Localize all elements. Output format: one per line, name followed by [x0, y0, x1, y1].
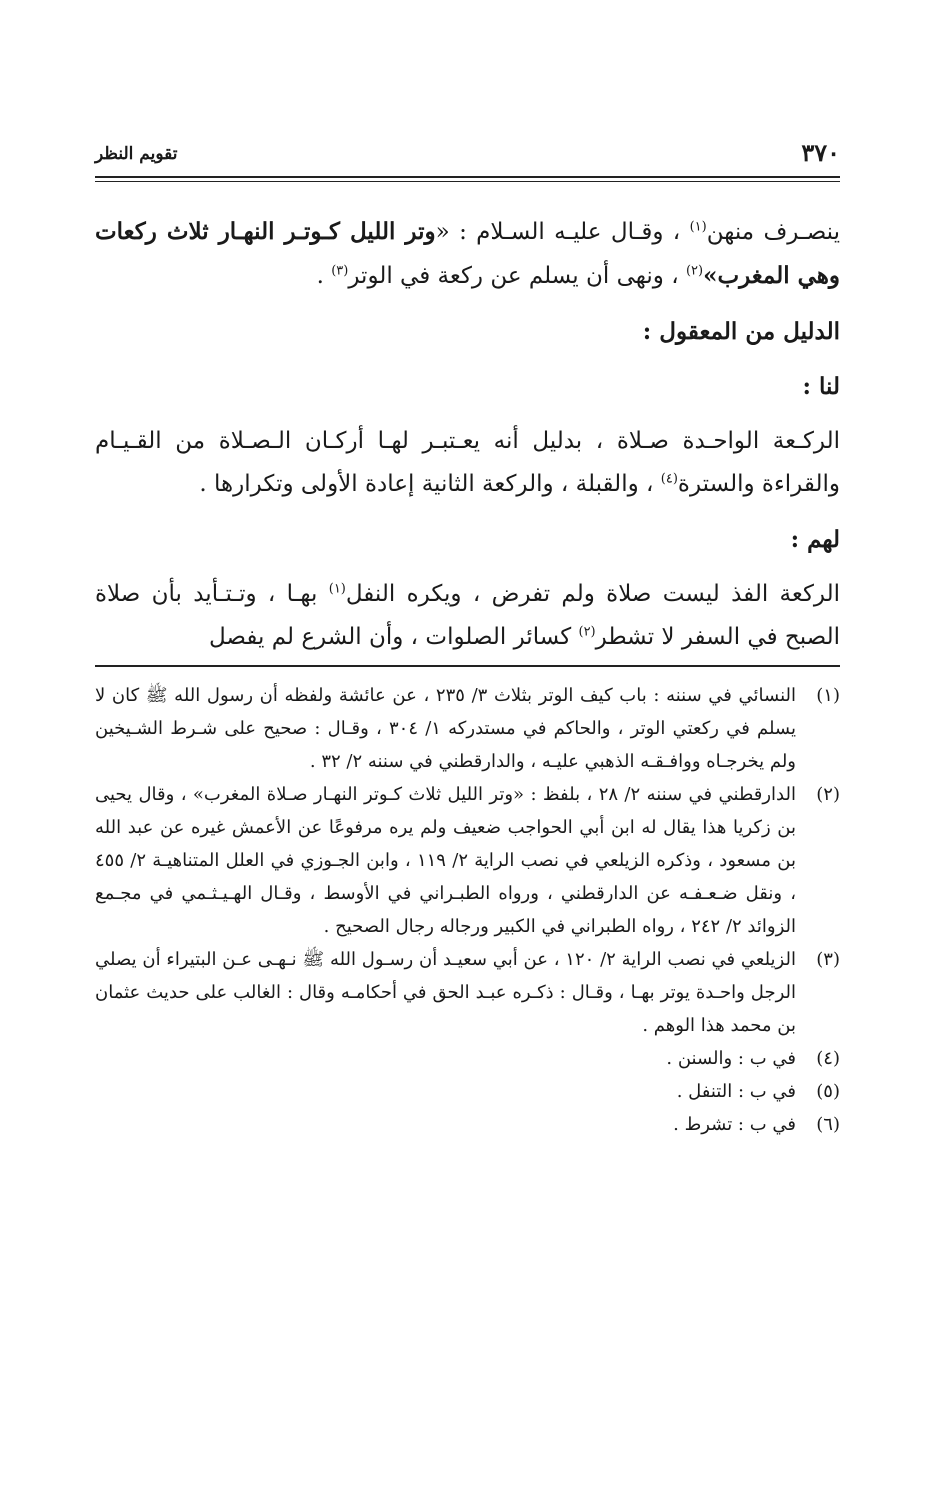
section-heading-rational-evidence: الدليل من المعقول : [642, 318, 840, 345]
footnote-item [95, 778, 840, 943]
footnote-item [95, 943, 840, 1042]
footnote-number: (٢) [816, 784, 840, 805]
paragraph-2: الركـعة الواحـدة صـلاة ، بدليل أنه يعـتبـر لهـا أركـان الـصـلاة من القـيـام والقراءة والسترة$^{(٤)}$ ، والقبلة ، والركعة الثانية إعادة الأولى وتكرارها . [95, 428, 840, 497]
footnote-number: (٦) [816, 1114, 840, 1135]
footnote-item [95, 1075, 840, 1108]
footnote-ref: (٤) [660, 471, 678, 487]
footnote-text: في ب : تشرط . [673, 1114, 796, 1135]
footnote-text: في ب : التنفل . [676, 1081, 796, 1102]
footnote-ref: (٣) [331, 263, 349, 279]
page-number: ٣٧٠ [801, 138, 840, 167]
hadith-quote: وتر الليل كـوتـر النهـار ثلاث ركعات وهي المغرب [95, 218, 840, 289]
footnote-ref: (١) [328, 581, 346, 597]
footnotes [95, 679, 840, 1141]
section-heading-theirs: لهم : [790, 526, 840, 553]
footnote-item [95, 1108, 840, 1141]
footnote-number: (١) [816, 685, 840, 706]
section-heading-ours: لنا : [802, 373, 840, 400]
footnote-item [95, 679, 840, 778]
footnote-text: الدارقطني في سننه ٢/ ٢٨ ، بلفظ : «وتر الليل ثلاث كـوتر النهـار صـلاة المغرب» ، وقال يحيى بن زكريا هذا يقال له ابن أبي الحواجب ضعيف ولم يره مرفوعًا عن الأعمش غيره عن عبد الله بن مسعود ، وذكره الزيلعي في نصب الراية ٢/ ١١٩ ، وابن الجـوزي في العلل المتناهيـة ٢/ ٤٥٥ ، ونقل ضـعـفـه عن الدارقطني ، ورواه الطبـراني في الأوسط ، وقـال الهـيـثـمي في مجـمع الزوائد ٢/ ٢٤٢ ، رواه الطبراني في الكبير ورجاله رجال الصحيح . [95, 784, 796, 937]
page-header [95, 138, 840, 174]
running-title: تقويم النظر [95, 144, 178, 164]
footnote-ref: (١) [689, 219, 707, 235]
main-text [95, 210, 840, 659]
footnote-text: في ب : والسنن . [666, 1048, 796, 1069]
page [95, 138, 840, 1141]
paragraph-3: الركعة الفذ ليست صلاة ولم تفرض ، ويكره النفل$^{(١)}$ بهـا ، وتـتـأيد بأن صلاة الصبح في السفر لا تشطر$^{(٢)}$ كسائر الصلوات ، وأن الشرع لم يفصل [95, 581, 840, 650]
footnote-number: (٣) [816, 949, 840, 970]
footnote-ref: (٢) [685, 263, 704, 279]
header-rule [95, 176, 840, 182]
footnote-text: النسائي في سننه : باب كيف الوتر بثلاث ٣/ ٢٣٥ ، عن عائشة ولفظه أن رسول الله ﷺ كان لا يسلم في ركعتي الوتر ، والحاكم في مستدركه ١/ ٣٠٤ ، وقـال : صحيح على شـرط الشـيخين ولم يخرجـاه ووافـقـه الذهبي عليـه ، والدارقطني في سننه ٢/ ٣٢ . [95, 685, 796, 772]
footnote-ref: (٢) [578, 624, 596, 640]
paragraph-1: ينصـرف منهن$^{(١)}$ ، وقـال عليـه السـلام : «وتر الليل كـوتـر النهـار ثلاث ركعات وهي المغرب»$^{(٢)}$ ، ونهى أن يسلم عن ركعة في الوتر$^{(٣)}$ . [95, 218, 841, 289]
footnote-number: (٤) [816, 1048, 840, 1069]
footnote-separator [95, 665, 840, 667]
footnote-item [95, 1042, 840, 1075]
footnote-number: (٥) [816, 1081, 840, 1102]
footnote-text: الزيلعي في نصب الراية ٢/ ١٢٠ ، عن أبي سعيـد أن رسـول الله ﷺ نـهـى عـن البتيراء أن يصلي الرجل واحـدة يوتر بهـا ، وقـال : ذكـره عبـد الحق في أحكامـه وقال : الغالب على حديث عثمان بن محمد هذا الوهم . [95, 949, 796, 1036]
